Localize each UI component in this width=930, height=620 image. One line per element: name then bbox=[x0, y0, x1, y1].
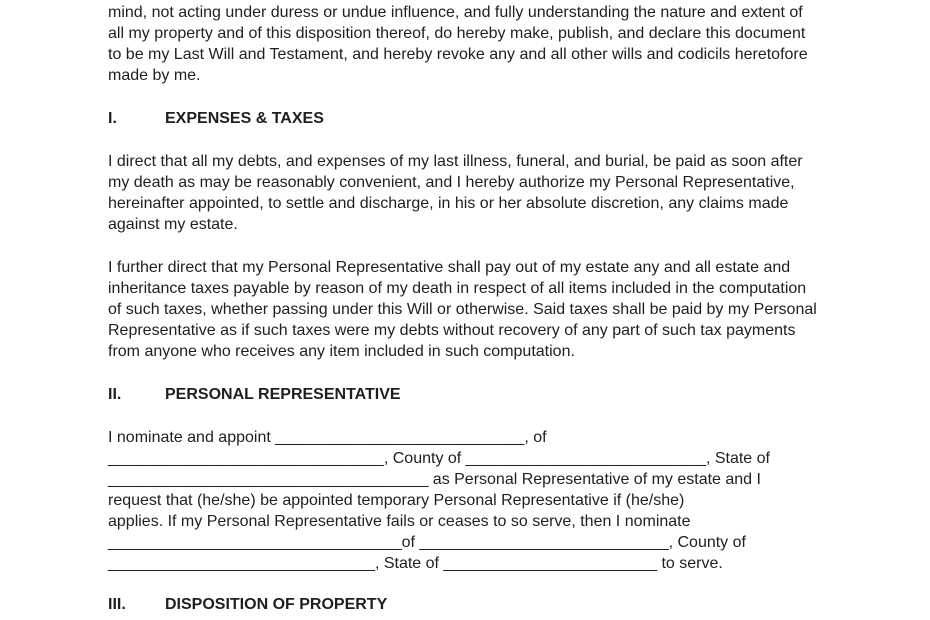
section-title: EXPENSES & TAXES bbox=[165, 110, 324, 127]
expenses-paragraph-2: I further direct that my Personal Representative shall pay out of my estate any and all estate and inheritance taxes payable by reason of my death in respect of all items included in the computation of such taxes, whether passing under this Will or otherwise. Said taxes shall be paid by my Personal Representative as if such taxes were my debts without recovery of any part of such tax payments from anyone who receives any item included in such computation. bbox=[108, 259, 817, 360]
fill-in-line: _________________________________of ____________________________, County of bbox=[108, 534, 746, 551]
fill-in-line: I nominate and appoint ____________________________, of bbox=[108, 429, 547, 446]
section-title: DISPOSITION OF PROPERTY bbox=[165, 596, 388, 613]
fill-in-line: ______________________________, State of ________________________ to serve. bbox=[108, 555, 723, 572]
section-heading-disposition-of-property bbox=[108, 594, 820, 615]
section-heading-personal-representative bbox=[108, 384, 820, 405]
personal-representative-fill-in-paragraph bbox=[108, 427, 820, 574]
section-number: I. bbox=[108, 110, 117, 127]
fill-in-line: applies. If my Personal Representative fails or ceases to so serve, then I nominate bbox=[108, 513, 691, 530]
fill-in-line: request that (he/she) be appointed temporary Personal Representative if (he/she) bbox=[108, 492, 685, 509]
section-number: II. bbox=[108, 386, 122, 403]
fill-in-line: ____________________________________ as Personal Representative of my estate and I bbox=[108, 471, 761, 488]
intro-paragraph: mind, not acting under duress or undue influence, and fully understanding the nature and extent of all my property and of this disposition thereof, do hereby make, publish, and declare this document to be my Last Will and Testament, and hereby revoke any and all other wills and codicils heretofore made by me. bbox=[108, 4, 808, 84]
expenses-paragraph-1: I direct that all my debts, and expenses of my last illness, funeral, and burial, be paid as soon after my death as may be reasonably convenient, and I hereby authorize my Personal Representative, hereinafter appointed, to settle and discharge, in his or her absolute discretion, any claims made against my estate. bbox=[108, 153, 803, 233]
fill-in-line: _______________________________, County of ___________________________, State of bbox=[108, 450, 770, 467]
section-title: PERSONAL REPRESENTATIVE bbox=[165, 386, 401, 403]
section-number: III. bbox=[108, 596, 126, 613]
section-heading-expenses-taxes bbox=[108, 108, 820, 129]
